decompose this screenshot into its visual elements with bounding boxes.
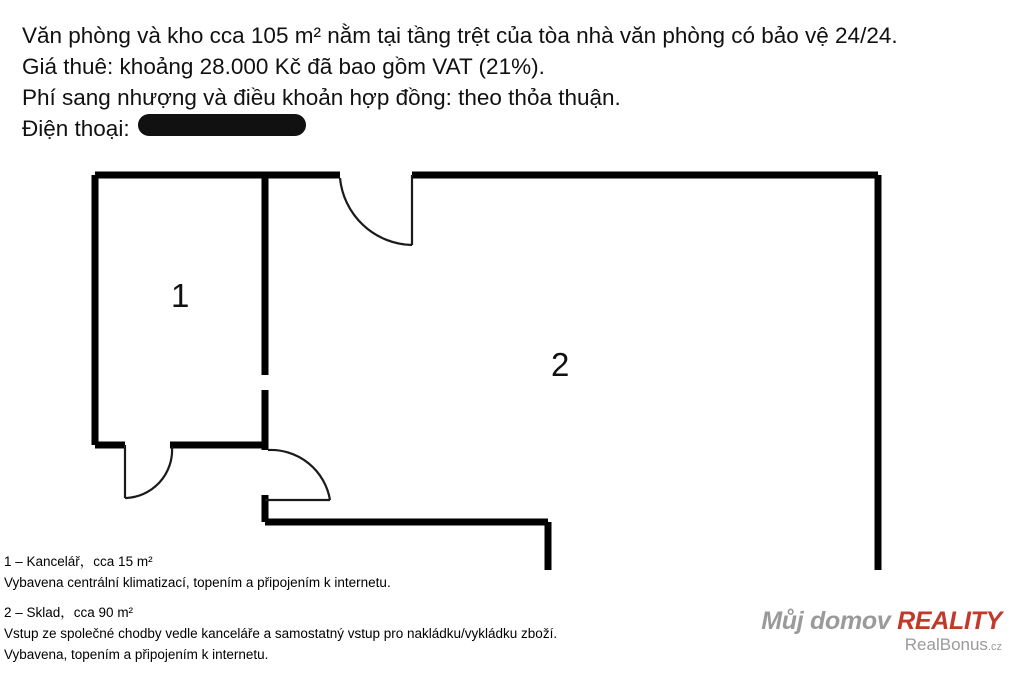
listing-description: [22, 20, 1012, 144]
phone-redaction-bar: [138, 114, 306, 136]
room-label-1: 1: [171, 277, 190, 314]
legend-body-1-line-1: Vybavena centrální klimatizací, topením a připojením k internetu.: [4, 575, 391, 590]
door-arc-entry-top: [340, 178, 412, 245]
watermark: [672, 608, 1002, 657]
watermark-sub-suffix: .cz: [987, 641, 1002, 653]
description-line-3: Phí sang nhượng và điều khoản hợp đồng: theo thỏa thuận.: [22, 85, 621, 110]
legend-body-2-line-1: Vstup ze společné chodby vedle kanceláře a samostatný vstup pro nakládku/vykládku zboží.: [4, 626, 558, 641]
floorplan-legend: [4, 552, 724, 665]
description-phone-line: [22, 113, 1012, 144]
watermark-main-red: REALITY: [897, 607, 1002, 635]
watermark-sub: [672, 635, 1002, 657]
legend-body-2-line-2: Vybavena, topením a připojením k internetu.: [4, 647, 269, 662]
phone-label: Điện thoại:: [22, 116, 130, 141]
watermark-main: [672, 608, 1002, 635]
watermark-sub-text: RealBonus: [904, 635, 988, 654]
door-arc-room1: [125, 447, 172, 498]
description-line-2: Giá thuê: khoảng 28.000 Kč đã bao gồm VAT (21%).: [22, 54, 545, 79]
room-label-2: 2: [551, 346, 570, 383]
watermark-main-grey: Můj domov: [761, 607, 891, 635]
floorplan-drawing: [0, 150, 1024, 570]
floorplan-svg: [0, 150, 1024, 570]
description-line-1: Văn phòng và kho cca 105 m² nằm tại tầng trệt của tòa nhà văn phòng có bảo vệ 24/24.: [22, 23, 898, 48]
legend-heading-1: 1 – Kancelář，cca 15 m²: [4, 554, 153, 569]
legend-heading-2: 2 – Sklad，cca 90 m²: [4, 605, 134, 620]
